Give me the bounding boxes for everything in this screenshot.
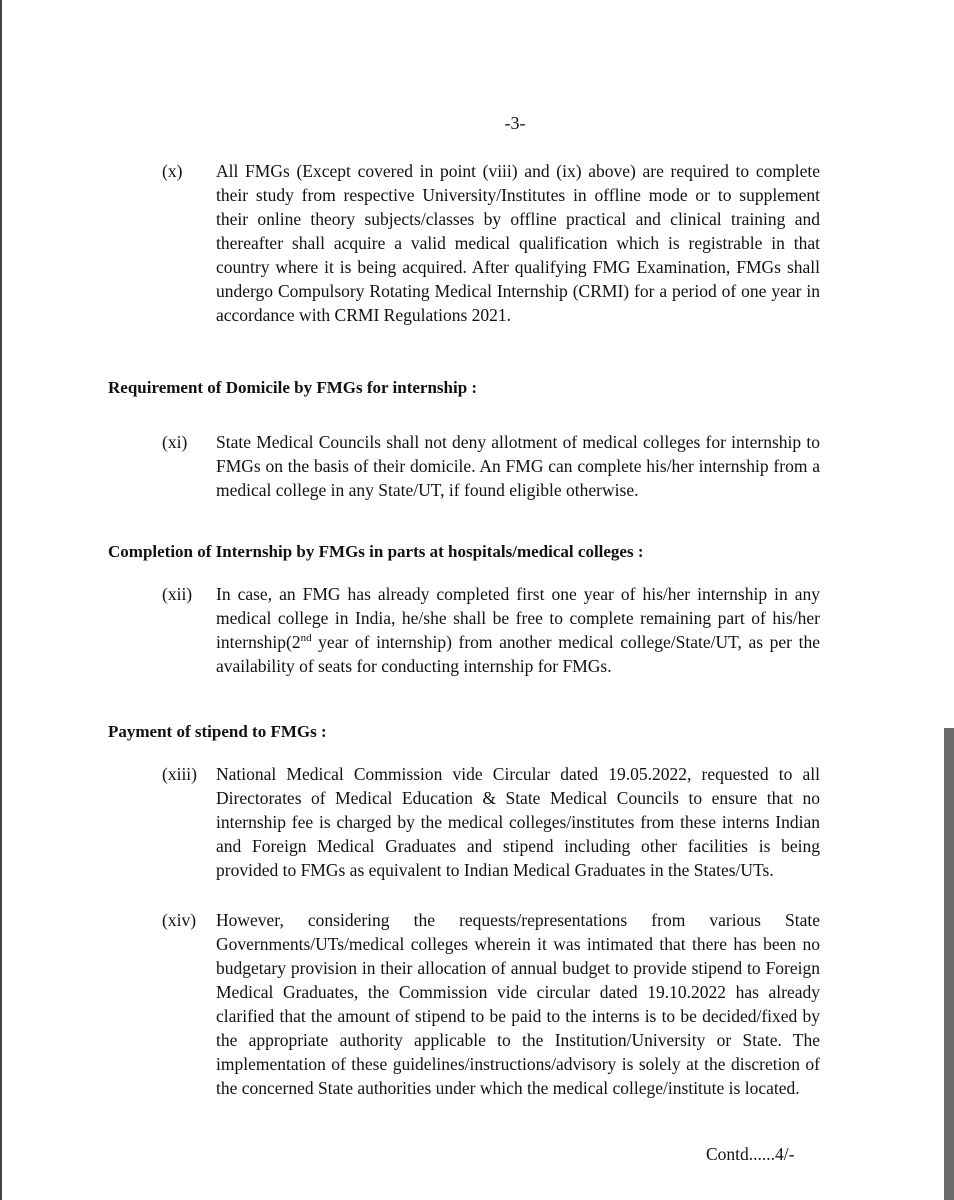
clause-xiv [162, 908, 820, 1100]
clause-text: However, considering the requests/representations from various State Governments/UTs/medical colleges wherein it was intimated that there has been no budgetary provision in their allocation of annual budget to provide stipend to Foreign Medical Graduates, the Commission vide circular dated 19.10.2022 has already clarified that the amount of stipend to be paid to the interns is to be decided/fixed by the appropriate authority applicable to the Institution/University or State. The implementation of these guidelines/instructions/advisory is solely at the discretion of the concerned State authorities under which the medical college/institute is located. [216, 910, 820, 1098]
clause-text-part-a: In case, an FMG has already completed first one year of his/her internship in any medical college in India, he/she shall be free to complete remaining part of his/her internship(2 [216, 584, 820, 652]
ordinal-suffix: nd [300, 632, 312, 645]
heading-stipend: Payment of stipend to FMGs : [108, 722, 327, 741]
clause-text-part-b: year of internship) from another medical college/State/UT, as per the availability of seats for conducting internship for FMGs. [216, 632, 820, 676]
clause-number: (x) [162, 161, 183, 181]
clause-text [216, 582, 820, 678]
clause-text: State Medical Councils shall not deny allotment of medical colleges for internship to FMGs on the basis of their domicile. An FMG can complete his/her internship from a medical college in any State/UT, if found eligible otherwise. [216, 432, 820, 500]
scan-left-edge [0, 0, 2, 1200]
scan-right-edge-mark [944, 728, 954, 1200]
clause-number: (xiv) [162, 910, 197, 930]
clause-number: (xii) [162, 584, 193, 604]
clause-number: (xiii) [162, 764, 197, 784]
page-number: -3- [504, 113, 526, 133]
clause-xiii [162, 762, 820, 882]
clause-text: National Medical Commission vide Circular dated 19.05.2022, requested to all Directorates of Medical Education & State Medical Councils to ensure that no internship fee is charged by the medical colleges/institutes from these interns Indian and Foreign Medical Graduates and stipend including other facilities is being provided to FMGs as equivalent to Indian Medical Graduates in the States/UTs. [216, 764, 820, 880]
clause-text: All FMGs (Except covered in point (viii) and (ix) above) are required to complete their study from respective University/Institutes in offline mode or to supplement their online theory subjects/classes by offline practical and clinical training and thereafter shall acquire a valid medical qualification which is registrable in that country where it is being acquired. After qualifying FMG Examination, FMGs shall undergo Compulsory Rotating Medical Internship (CRMI) for a period of one year in accordance with CRMI Regulations 2021. [216, 161, 820, 325]
clause-xii [162, 582, 820, 678]
heading-completion: Completion of Internship by FMGs in parts at hospitals/medical colleges : [108, 542, 644, 561]
heading-domicile: Requirement of Domicile by FMGs for internship : [108, 378, 478, 397]
continued-note: Contd......4/- [706, 1144, 795, 1164]
clause-xi [162, 430, 820, 502]
clause-number: (xi) [162, 432, 188, 452]
clause-x [162, 159, 820, 327]
